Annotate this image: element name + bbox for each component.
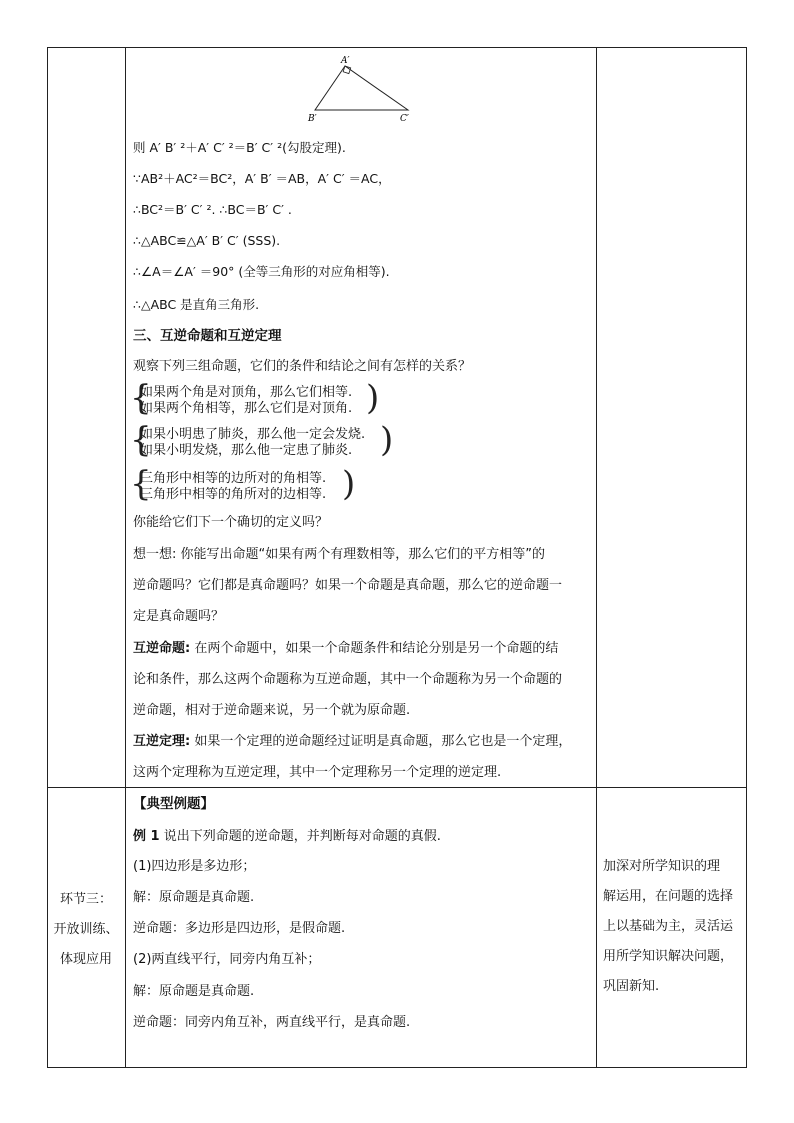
purpose-line-1: 加深对所学知识的理: [603, 859, 721, 874]
stage-label-line-3: 体现应用: [59, 952, 112, 967]
definition-2-line-2: 这两个定理称为互逆定理，其中一个定理称另一个定理的逆定理.: [133, 765, 502, 780]
stage-label-line-1: 环节三：: [59, 892, 112, 907]
table-divider-1: [125, 47, 126, 1068]
example-item-5: 解：原命题是真命题.: [133, 984, 255, 999]
definition-1-line-2: 论和条件，那么这两个命题称为互逆命题，其中一个命题称为另一个命题的: [133, 672, 563, 687]
define-question: 你能给它们下一个确切的定义吗？: [133, 515, 329, 530]
example-1-text: 说出下列命题的逆命题，并判断每对命题的真假.: [159, 829, 441, 844]
table-border-right: [746, 47, 747, 1068]
think-line-3: 定是真命题吗？: [133, 609, 225, 624]
teaching-purpose: [603, 852, 743, 1002]
definition-2-label: 互逆定理:: [133, 734, 191, 749]
proof-line-3: ∴BC²＝B′ C′ ². ∴BC＝B′ C′ .: [133, 202, 292, 217]
stage-label: [47, 885, 125, 975]
section-title: 三、互逆命题和互逆定理: [133, 328, 282, 344]
example-item-6: 逆命题：同旁内角互补，两直线平行，是真命题.: [133, 1015, 411, 1030]
table-divider-2: [596, 47, 597, 1068]
example-item-3: 逆命题：多边形是四边形，是假命题.: [133, 921, 346, 936]
group-3-line-1: 三角形中相等的边所对的角相等.: [140, 471, 327, 486]
group-2-line-2: 如果小明发烧，那么他一定患了肺炎.: [140, 443, 353, 458]
group-2-left-brace: {: [130, 420, 152, 460]
group-1-line-1: 如果两个角是对顶角，那么它们相等.: [140, 385, 353, 400]
group-3-line-2: 三角形中相等的角所对的边相等.: [140, 487, 327, 502]
label-a-prime: A′: [341, 56, 350, 66]
definition-1-line-1: [133, 640, 558, 658]
right-triangle-figure: [300, 52, 420, 124]
example-item-1: (1)四边形是多边形；: [133, 859, 256, 874]
definition-1-line-3: 逆命题，相对于逆命题来说，另一个就为原命题.: [133, 703, 411, 718]
proof-line-1: 则 A′ B′ ²＋A′ C′ ²＝B′ C′ ²(勾股定理).: [133, 140, 346, 155]
example-item-2: 解：原命题是真命题.: [133, 890, 255, 905]
group-3-right-brace: ): [342, 464, 356, 504]
label-b-prime: B′: [308, 114, 317, 124]
purpose-line-3: 上以基础为主，灵活运: [603, 919, 734, 934]
group-1-line-2: 如果两个角相等，那么它们是对顶角.: [140, 401, 353, 416]
definition-1-text: 在两个命题中，如果一个命题条件和结论分别是另一个命题的结: [190, 641, 559, 656]
definition-2-text: 如果一个定理的逆命题经过证明是真命题，那么它也是一个定理，: [190, 734, 572, 749]
definition-1-label: 互逆命题:: [133, 641, 191, 656]
purpose-line-2: 解运用，在问题的选择: [603, 889, 734, 904]
purpose-line-4: 用所学知识解决问题，: [603, 949, 734, 964]
example-item-4: (2)两直线平行，同旁内角互补；: [133, 952, 321, 967]
proof-line-2: ∵AB²＋AC²＝BC²，A′ B′ ＝AB，A′ C′ ＝AC，: [133, 171, 391, 186]
group-3-left-brace: {: [130, 464, 152, 504]
group-1-right-brace: ): [366, 378, 380, 418]
think-line-1: 想一想: 你能写出命题“如果有两个有理数相等，那么它们的平方相等”的: [133, 547, 545, 562]
observe-question: 观察下列三组命题，它们的条件和结论之间有怎样的关系？: [133, 359, 472, 374]
table-row-divider: [47, 787, 747, 788]
table-border-bottom: [47, 1067, 747, 1068]
group-2-right-brace: ): [380, 420, 394, 460]
proof-line-5: ∴∠A＝∠A′ ＝90° (全等三角形的对应角相等).: [133, 264, 390, 279]
example-1-title: [133, 828, 441, 846]
label-c-prime: C′: [400, 114, 409, 124]
definition-2-line-1: [133, 733, 571, 751]
group-2-line-1: 如果小明患了肺炎，那么他一定会发烧.: [140, 427, 366, 442]
purpose-line-5: 巩固新知.: [603, 979, 660, 994]
table-border-top: [47, 47, 747, 48]
example-1-label: 例 1: [133, 829, 160, 844]
example-heading: 【典型例题】: [133, 796, 214, 812]
proof-line-4: ∴△ABC≌△A′ B′ C′ (SSS).: [133, 233, 281, 248]
group-1-left-brace: {: [130, 378, 152, 418]
think-line-2: 逆命题吗？它们都是真命题吗？如果一个命题是真命题，那么它的逆命题一: [133, 578, 563, 593]
proof-line-6: ∴△ABC 是直角三角形.: [133, 297, 260, 312]
stage-label-line-2: 开放训练、: [53, 922, 119, 937]
